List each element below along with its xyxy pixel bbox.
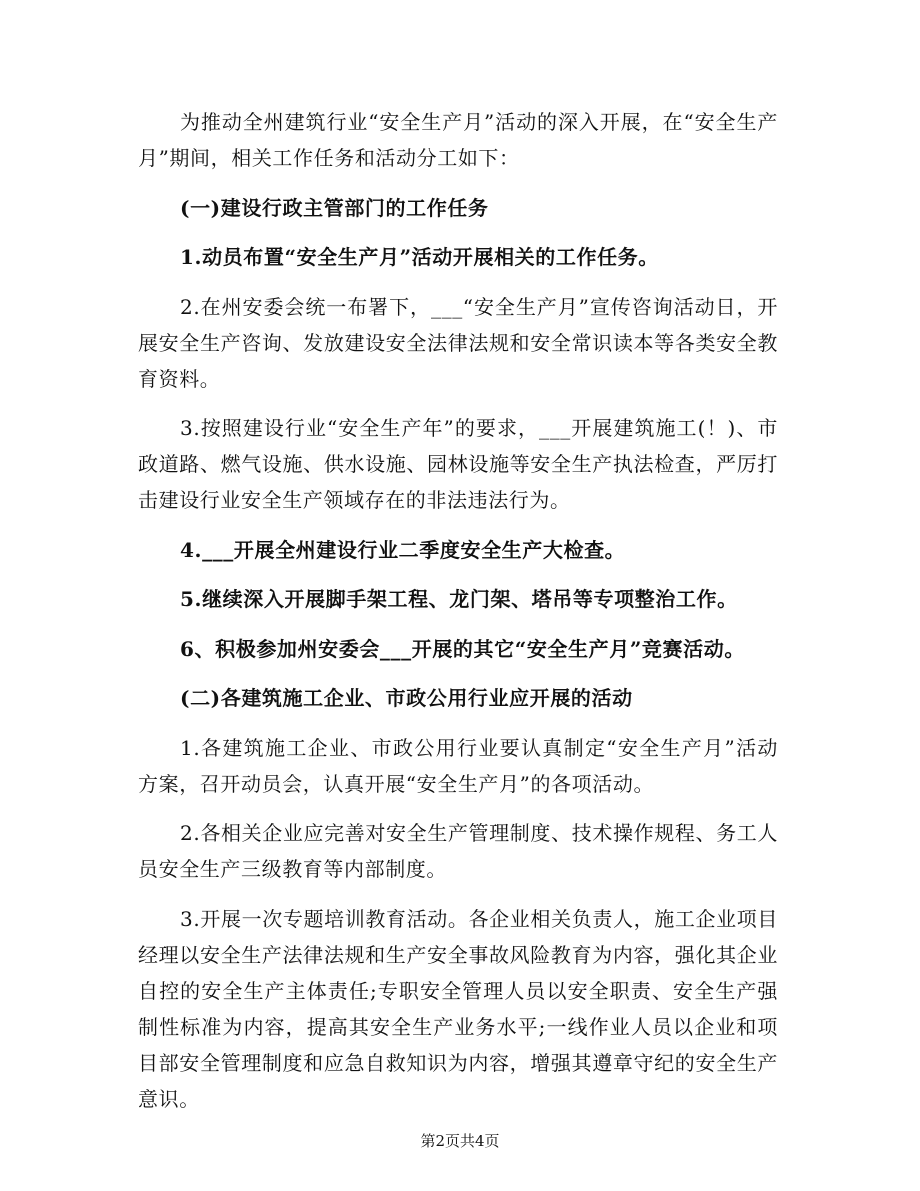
document-body — [138, 104, 778, 1130]
section-heading-2: (二)各建筑施工企业、市政公用行业应开展的活动 — [180, 686, 633, 710]
intro-paragraph: 为推动全州建筑行业“安全生产月”活动的深入开展，在“安全生产月”期间，相关工作任务和活动分工如下： — [138, 110, 778, 170]
activity-item-2: 2.各相关企业应完善对安全生产管理制度、技术操作规程、务工人员安全生产三级教育等内部制度。 — [138, 821, 778, 881]
task-item-1: 1.动员布置“安全生产月”活动开展相关的工作任务。 — [180, 245, 659, 269]
section-heading-1: (一)建设行政主管部门的工作任务 — [180, 195, 489, 220]
task-item-2: 2.在州安委会统一布署下，___“安全生产月”宣传咨询活动日，开展安全生产咨询、发放建设安全法律法规和安全常识读本等各类安全教育资料。 — [138, 294, 778, 391]
task-item-4: 4.___开展全州建设行业二季度安全生产大检查。 — [180, 537, 626, 562]
activity-item-1: 1.各建筑施工企业、市政公用行业要认真制定“安全生产月”活动方案，召开动员会，认真开展“安全生产月”的各项活动。 — [138, 735, 778, 796]
task-item-6: 6、积极参加州安委会___开展的其它“安全生产月”竞赛活动。 — [180, 636, 745, 661]
task-item-3: 3.按照建设行业“安全生产年”的要求，___开展建筑施工(！)、市政道路、燃气设施、供水设施、园林设施等安全生产执法检查，严厉打击建设行业安全生产领域存在的非法违法行为。 — [138, 416, 778, 512]
page-number-footer: 第2页共4页 — [420, 1132, 500, 1150]
activity-item-3: 3.开展一次专题培训教育活动。各企业相关负责人，施工企业项目经理以安全生产法律法规和生产安全事故风险教育为内容，强化其企业自控的安全生产主体责任;专职安全管理人员以安全职责、安全生产强制性标准为内容，提高其安全生产业务水平;一线作业人员以企业和项目部安全管理制度和应急自救知识为内容，增强其遵章守纪的安全生产意识。 — [138, 906, 778, 1111]
task-item-5: 5.继续深入开展脚手架工程、龙门架、塔吊等专项整治工作。 — [180, 587, 738, 611]
